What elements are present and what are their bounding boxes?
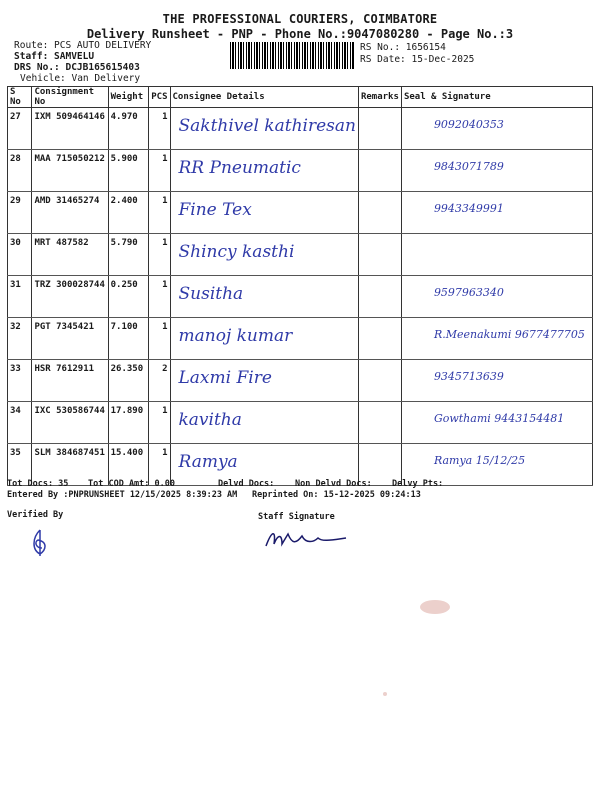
cell-sno: 32 <box>8 318 32 360</box>
drs-number: DRS No.: DCJB165615403 <box>14 62 140 73</box>
cell-weight: 2.400 <box>108 192 149 234</box>
cell-weight: 5.790 <box>108 234 149 276</box>
seal-signature: Ramya 15/12/25 <box>433 454 526 467</box>
cell-remarks <box>358 150 401 192</box>
header-pcs: PCS <box>149 87 170 108</box>
cell-pcs: 1 <box>149 192 170 234</box>
route-text: Route: PCS AUTO DELIVERY <box>14 40 152 51</box>
table-header-row <box>8 87 593 108</box>
cell-consignment: TRZ 300028744 <box>32 276 108 318</box>
non-delivered-docs: Non Delvd Docs: <box>295 479 372 489</box>
stain-mark <box>420 600 450 614</box>
seal-signature: R.Meenakumi 9677477705 <box>433 328 585 341</box>
seal-signature: 9345713639 <box>433 370 504 383</box>
company-title: THE PROFESSIONAL COURIERS, COIMBATORE <box>162 12 438 26</box>
table-row <box>8 108 593 150</box>
cell-seal <box>401 276 592 318</box>
table-row <box>8 318 593 360</box>
cell-remarks <box>358 318 401 360</box>
consignee-signature: Sakthivel kathiresan <box>178 116 356 136</box>
cell-consignment: HSR 7612911 <box>32 360 108 402</box>
cell-weight: 5.900 <box>108 150 149 192</box>
cell-consignment: AMD 31465274 <box>32 192 108 234</box>
cell-consignee <box>170 108 358 150</box>
cell-consignee <box>170 276 358 318</box>
cell-pcs: 1 <box>149 150 170 192</box>
header-consignment: Consignment No <box>32 87 108 108</box>
cell-remarks <box>358 234 401 276</box>
cell-consignment: SLM 384687451 <box>32 444 108 486</box>
cell-pcs: 1 <box>149 108 170 150</box>
table-row <box>8 276 593 318</box>
header-consignee: Consignee Details <box>170 87 358 108</box>
cell-sno: 31 <box>8 276 32 318</box>
total-cod-amount: Tot COD Amt: 0.00 <box>88 479 175 489</box>
consignee-signature: Laxmi Fire <box>178 368 272 388</box>
header-seal: Seal & Signature <box>401 87 592 108</box>
cell-remarks <box>358 276 401 318</box>
rs-number: RS No.: 1656154 <box>360 42 446 53</box>
cell-pcs: 1 <box>149 444 170 486</box>
verifier-signature <box>28 528 52 558</box>
cell-sno: 30 <box>8 234 32 276</box>
cell-consignee <box>170 234 358 276</box>
cell-pcs: 2 <box>149 360 170 402</box>
cell-remarks <box>358 192 401 234</box>
cell-consignment: IXC 530586744 <box>32 402 108 444</box>
barcode <box>230 42 355 69</box>
cell-weight: 17.890 <box>108 402 149 444</box>
cell-consignee <box>170 318 358 360</box>
seal-signature: 9092040353 <box>433 118 504 131</box>
table-row <box>8 150 593 192</box>
consignee-signature: Ramya <box>178 452 238 472</box>
total-docs: Tot Docs: 35 <box>7 479 69 489</box>
cell-consignee <box>170 192 358 234</box>
cell-consignment: MRT 487582 <box>32 234 108 276</box>
cell-pcs: 1 <box>149 234 170 276</box>
consignee-signature: Fine Tex <box>178 200 252 220</box>
runsheet-table <box>7 86 593 486</box>
entered-by: Entered By :PNPRUNSHEET 12/15/2025 8:39:23 AM <box>7 490 238 500</box>
seal-signature: 9843071789 <box>433 160 504 173</box>
table-row <box>8 192 593 234</box>
cell-remarks <box>358 402 401 444</box>
cell-seal <box>401 234 592 276</box>
reprinted-on: Reprinted On: 15-12-2025 09:24:13 <box>252 490 421 500</box>
vehicle-text: Vehicle: Van Delivery <box>20 73 141 84</box>
cell-consignee <box>170 402 358 444</box>
table-row <box>8 234 593 276</box>
staff-signature-label: Staff Signature <box>258 512 335 522</box>
cell-pcs: 1 <box>149 402 170 444</box>
cell-sno: 35 <box>8 444 32 486</box>
cell-weight: 15.400 <box>108 444 149 486</box>
header-sno: S No <box>8 87 32 108</box>
cell-weight: 0.250 <box>108 276 149 318</box>
cell-sno: 29 <box>8 192 32 234</box>
cell-pcs: 1 <box>149 276 170 318</box>
cell-consignee <box>170 150 358 192</box>
table-row <box>8 360 593 402</box>
seal-signature: Gowthami 9443154481 <box>433 412 565 425</box>
consignee-signature: Shincy kasthi <box>178 242 295 262</box>
cell-sno: 28 <box>8 150 32 192</box>
cell-remarks <box>358 108 401 150</box>
cell-seal <box>401 192 592 234</box>
cell-sno: 33 <box>8 360 32 402</box>
cell-pcs: 1 <box>149 318 170 360</box>
seal-signature: 9943349991 <box>433 202 504 215</box>
staff-text: Staff: SAMVELU <box>14 51 95 62</box>
consignee-signature: Susitha <box>178 284 244 304</box>
table-row <box>8 402 593 444</box>
runsheet-subtitle: Delivery Runsheet - PNP - Phone No.:9047080280 - Page No.:3 <box>86 27 514 41</box>
cell-consignment: MAA 715050212 <box>32 150 108 192</box>
cell-consignee <box>170 360 358 402</box>
consignee-signature: kavitha <box>178 410 242 430</box>
cell-sno: 27 <box>8 108 32 150</box>
delivery-points: Delvy Pts: <box>392 479 444 489</box>
cell-seal <box>401 150 592 192</box>
cell-sno: 34 <box>8 402 32 444</box>
cell-seal <box>401 318 592 360</box>
cell-weight: 26.350 <box>108 360 149 402</box>
delivered-docs: Delvd Docs: <box>218 479 275 489</box>
seal-signature: 9597963340 <box>433 286 504 299</box>
cell-remarks <box>358 360 401 402</box>
rs-date: RS Date: 15-Dec-2025 <box>360 54 475 65</box>
consignee-signature: manoj kumar <box>178 326 293 346</box>
consignee-signature: RR Pneumatic <box>178 158 301 178</box>
header-weight: Weight <box>108 87 149 108</box>
header-remarks: Remarks <box>358 87 401 108</box>
verified-by-label: Verified By <box>7 510 64 520</box>
cell-seal <box>401 360 592 402</box>
cell-consignment: PGT 7345421 <box>32 318 108 360</box>
cell-weight: 4.970 <box>108 108 149 150</box>
stain-mark <box>383 692 387 696</box>
cell-seal <box>401 108 592 150</box>
cell-seal <box>401 402 592 444</box>
staff-signature <box>262 526 352 552</box>
cell-weight: 7.100 <box>108 318 149 360</box>
cell-consignment: IXM 509464146 <box>32 108 108 150</box>
